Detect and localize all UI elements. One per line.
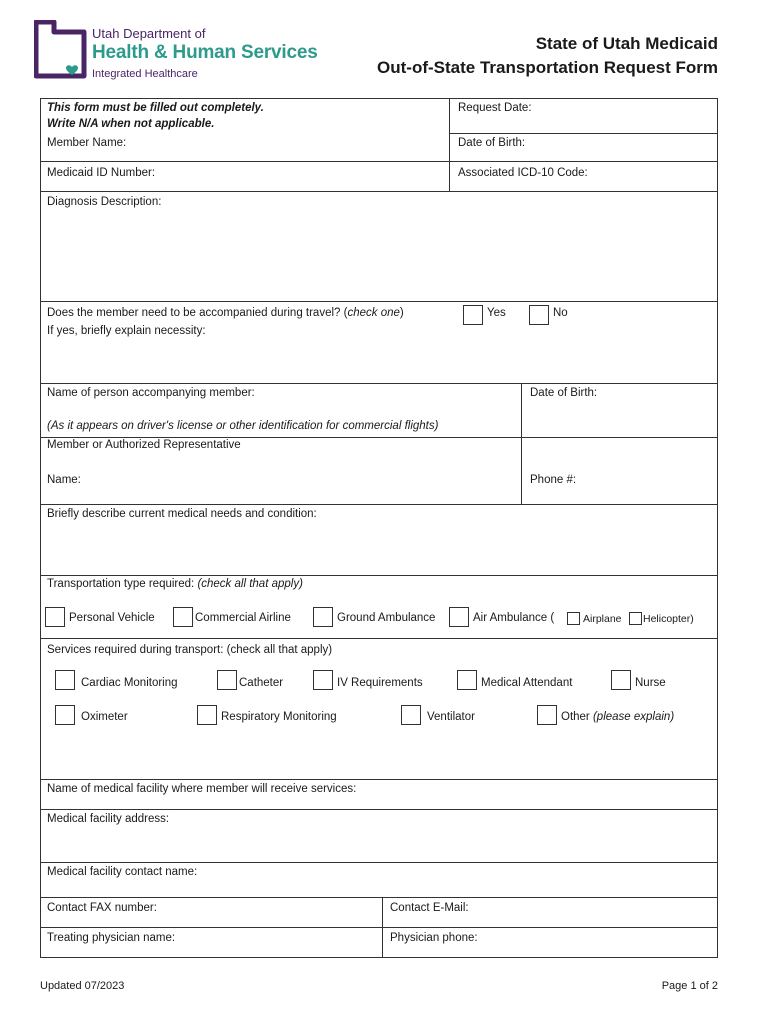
medical-needs-label: Briefly describe current medical needs and condition:	[47, 508, 317, 520]
rep-phone-label: Phone #:	[530, 474, 577, 486]
services-label: Services required during transport: (check all that apply)	[47, 644, 333, 656]
logo-line-2: Health & Human Services	[92, 42, 318, 63]
rep-phone-cell[interactable]	[521, 438, 717, 504]
accompany-question	[47, 307, 404, 319]
row-transport-type	[41, 576, 717, 639]
ground-ambulance-label: Ground Ambulance	[337, 612, 436, 624]
explain-necessity-label: If yes, briefly explain necessity:	[47, 325, 206, 337]
row-representative	[41, 438, 717, 505]
facility-address-label: Medical facility address:	[47, 813, 170, 825]
row-diagnosis[interactable]	[41, 192, 717, 302]
request-date-cell[interactable]	[449, 99, 717, 161]
air-ambulance-checkbox[interactable]	[449, 607, 469, 627]
row-member	[41, 99, 717, 162]
physician-name-label: Treating physician name:	[47, 932, 176, 944]
medical-attendant-label: Medical Attendant	[481, 677, 573, 689]
transport-type-text: Transportation type required:	[47, 578, 198, 590]
member-name-label: Member Name:	[47, 137, 127, 149]
nurse-label: Nurse	[635, 677, 666, 689]
other-label	[561, 711, 674, 723]
helicopter-label: Helicopter)	[643, 613, 694, 625]
medicaid-id-label: Medicaid ID Number:	[47, 167, 156, 179]
other-hint: (please explain)	[592, 711, 675, 723]
yes-checkbox[interactable]	[463, 305, 483, 325]
companion-name-label: Name of person accompanying member:	[47, 387, 255, 399]
rep-name-cell[interactable]	[41, 438, 521, 504]
yes-label: Yes	[487, 307, 506, 319]
ventilator-label: Ventilator	[427, 711, 475, 723]
page-title: State of Utah Medicaid	[535, 34, 718, 53]
row-companion	[41, 384, 717, 438]
oximeter-checkbox[interactable]	[55, 705, 75, 725]
row-physician	[41, 928, 717, 958]
physician-phone-label: Physician phone:	[390, 932, 478, 944]
dob-label: Date of Birth:	[458, 137, 526, 149]
utah-logo-icon	[34, 20, 88, 80]
member-name-cell[interactable]	[41, 99, 449, 161]
logo-line-1: Utah Department of	[92, 26, 206, 41]
row-contact	[41, 898, 717, 928]
no-label: No	[553, 307, 568, 319]
contact-fax-label: Contact FAX number:	[47, 902, 157, 914]
page-number: Page 1 of 2	[661, 980, 718, 992]
catheter-label: Catheter	[239, 677, 284, 689]
oximeter-label: Oximeter	[81, 711, 128, 723]
updated-date: Updated 07/2023	[40, 980, 125, 992]
facility-contact-label: Medical facility contact name:	[47, 866, 198, 878]
icd10-label: Associated ICD-10 Code:	[458, 167, 588, 179]
commercial-airline-label: Commercial Airline	[195, 612, 291, 624]
id-note: (As it appears on driver's license or other identification for commercial flights)	[47, 420, 439, 432]
row-facility-address[interactable]	[41, 810, 717, 863]
dhhs-logo	[34, 20, 344, 82]
physician-name-cell[interactable]	[41, 928, 382, 957]
contact-email-label: Contact E-Mail:	[390, 902, 469, 914]
other-checkbox[interactable]	[537, 705, 557, 725]
row-facility-name[interactable]	[41, 780, 717, 810]
page-subtitle: Out-of-State Transportation Request Form	[377, 58, 718, 77]
companion-dob-label: Date of Birth:	[530, 387, 598, 399]
instructions-line-2: Write N/A when not applicable.	[47, 118, 215, 130]
other-text: Other	[561, 711, 593, 723]
airplane-checkbox[interactable]	[567, 612, 580, 625]
diagnosis-label: Diagnosis Description:	[47, 196, 162, 208]
companion-name-cell[interactable]	[41, 384, 521, 437]
row-ids	[41, 162, 717, 192]
airplane-label: Airplane	[583, 613, 622, 625]
iv-requirements-label: IV Requirements	[337, 677, 423, 689]
contact-email-cell[interactable]	[382, 898, 717, 927]
contact-fax-cell[interactable]	[41, 898, 382, 927]
medical-attendant-checkbox[interactable]	[457, 670, 477, 690]
header	[0, 0, 770, 100]
personal-vehicle-label: Personal Vehicle	[69, 612, 155, 624]
physician-phone-cell[interactable]	[382, 928, 717, 957]
nurse-checkbox[interactable]	[611, 670, 631, 690]
request-form	[40, 98, 718, 958]
instructions-line-1: This form must be filled out completely.	[47, 102, 264, 114]
check-one-hint: check one	[347, 307, 400, 319]
respiratory-monitoring-label: Respiratory Monitoring	[221, 711, 337, 723]
commercial-airline-checkbox[interactable]	[173, 607, 193, 627]
icd10-cell[interactable]	[449, 162, 717, 191]
ground-ambulance-checkbox[interactable]	[313, 607, 333, 627]
no-checkbox[interactable]	[529, 305, 549, 325]
iv-requirements-checkbox[interactable]	[313, 670, 333, 690]
divider	[450, 133, 717, 134]
medicaid-id-cell[interactable]	[41, 162, 449, 191]
row-facility-contact[interactable]	[41, 863, 717, 898]
air-ambulance-label: Air Ambulance (	[473, 612, 555, 624]
accompany-question-text: Does the member need to be accompanied during travel? (	[47, 307, 348, 319]
row-accompany	[41, 302, 717, 384]
row-medical-needs[interactable]	[41, 505, 717, 576]
cardiac-monitoring-label: Cardiac Monitoring	[81, 677, 178, 689]
transport-type-hint: (check all that apply)	[197, 578, 303, 590]
logo-line-3: Integrated Healthcare	[92, 68, 198, 80]
ventilator-checkbox[interactable]	[401, 705, 421, 725]
cardiac-monitoring-checkbox[interactable]	[55, 670, 75, 690]
companion-dob-cell[interactable]	[521, 384, 717, 437]
accompany-question-close: )	[399, 307, 404, 319]
respiratory-monitoring-checkbox[interactable]	[197, 705, 217, 725]
rep-heading: Member or Authorized Representative	[47, 439, 241, 451]
rep-name-label: Name:	[47, 474, 81, 486]
request-date-label: Request Date:	[458, 102, 532, 114]
catheter-checkbox[interactable]	[217, 670, 237, 690]
transport-type-label	[47, 578, 303, 590]
facility-name-label: Name of medical facility where member will receive services:	[47, 783, 357, 795]
helicopter-checkbox[interactable]	[629, 612, 642, 625]
personal-vehicle-checkbox[interactable]	[45, 607, 65, 627]
row-services	[41, 639, 717, 780]
